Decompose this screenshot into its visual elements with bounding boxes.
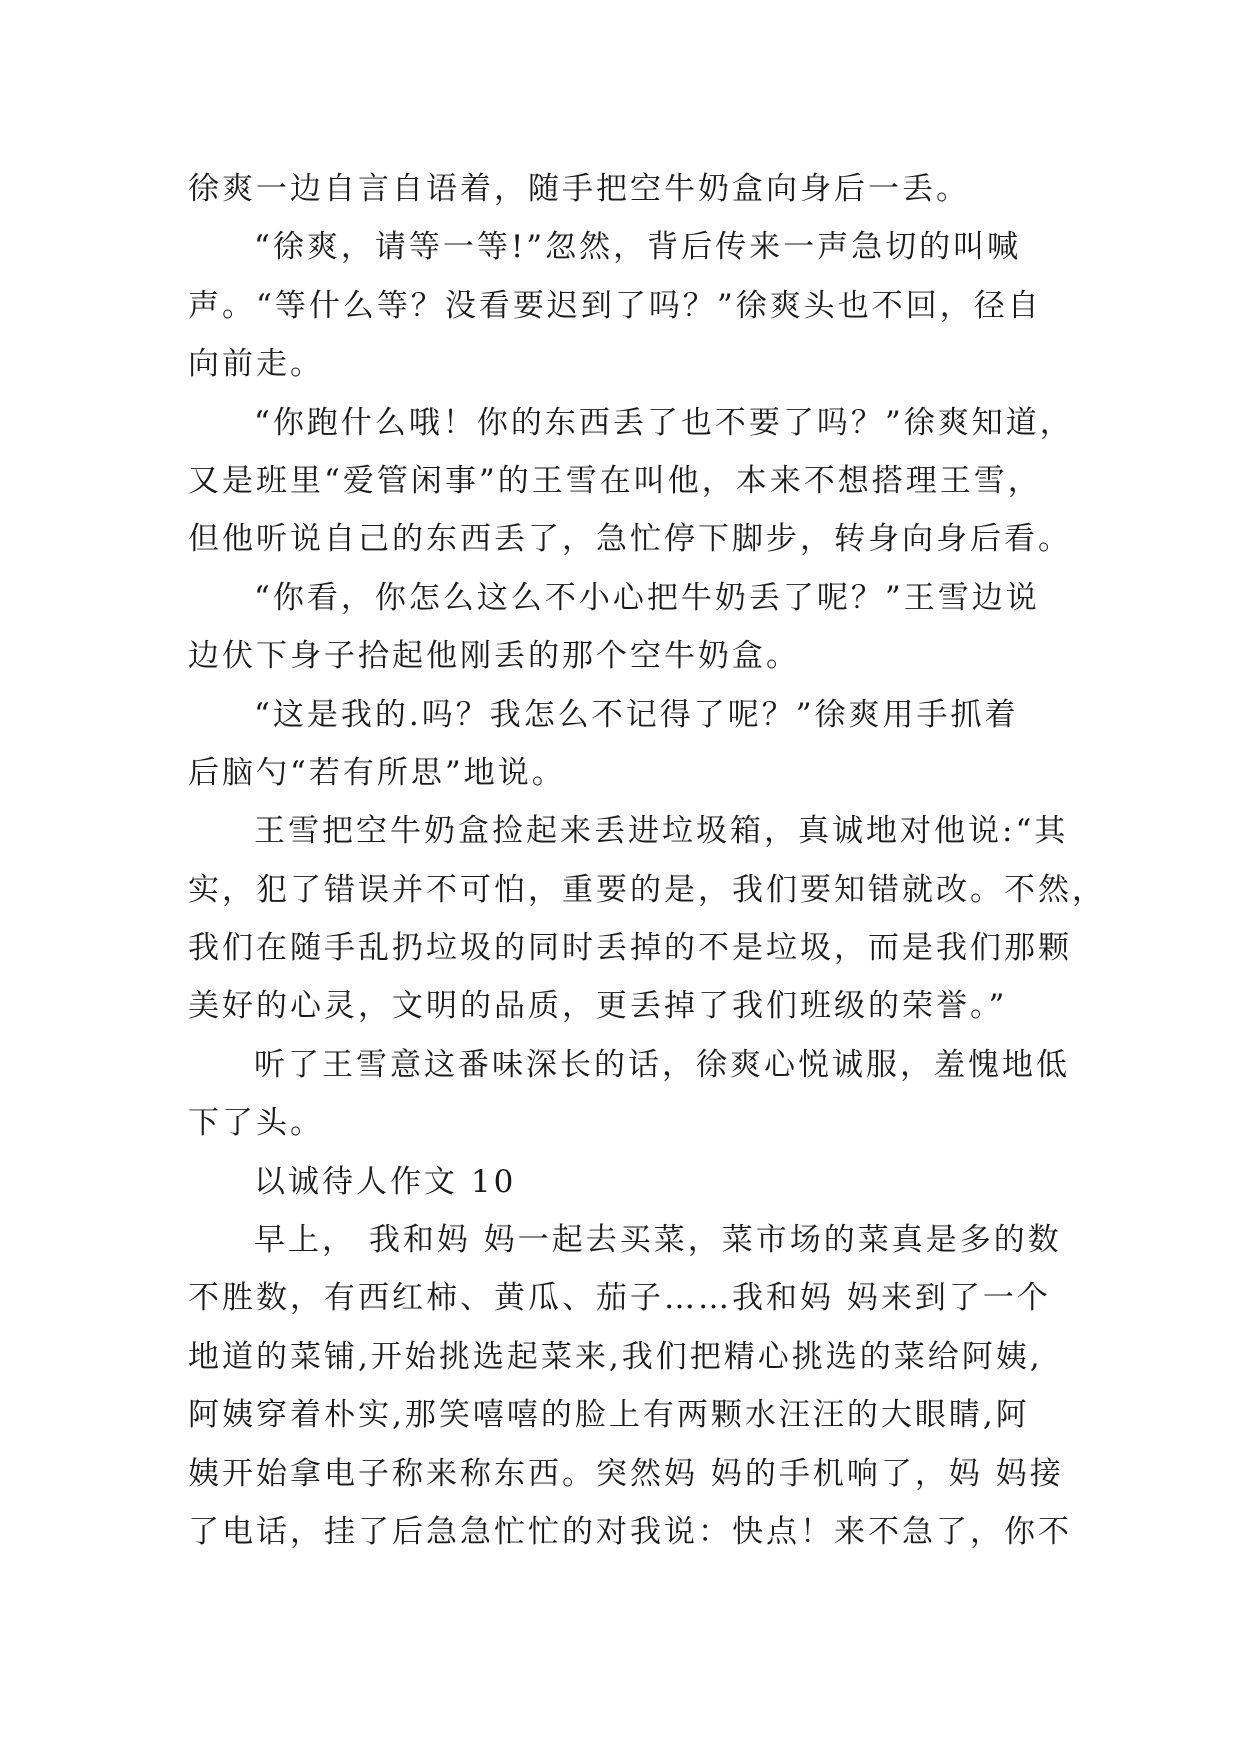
text-line: 王雪把空牛奶盒捡起来丢进垃圾箱，真诚地对他说:“其: [254, 813, 1069, 850]
text-line: 姨开始拿电子称来称东西。突然妈 妈的手机响了，妈 妈接: [188, 1455, 1064, 1492]
text-line: 地道的菜铺,开始挑选起菜来,我们把精心挑选的菜给阿姨,: [188, 1338, 1043, 1375]
text-line: 声。“等什么等？没看要迟到了吗？”徐爽头也不回，径自: [188, 287, 1042, 324]
text-line: “这是我的.吗？我怎么不记得了呢？”徐爽用手抓着: [254, 696, 1019, 733]
text-line: 听了王雪意这番味深长的话，徐爽心悦诚服，羞愧地低: [254, 1046, 1070, 1083]
text-line: 边伏下身子拾起他刚丢的那个空牛奶盒。: [188, 638, 800, 675]
text-line: 实，犯了错误并不可怕，重要的是，我们要知错就改。不然，: [188, 871, 1106, 908]
text-line: 徐爽一边自言自语着，随手把空牛奶盒向身后一丢。: [188, 171, 970, 207]
text-line: 但他听说自己的东西丢了，急忙停下脚步，转身向身后看。: [188, 521, 1072, 558]
text-line: 又是班里“爱管闲事”的王雪在叫他，本来不想搭理王雪，: [188, 462, 1042, 499]
text-line: 下了头。: [188, 1105, 324, 1142]
document-body: [188, 160, 1106, 1561]
text-line: 我们在随手乱扔垃圾的同时丢掉的不是垃圾，而是我们那颗: [188, 930, 1072, 967]
text-line: 美好的心灵，文明的品质，更丢掉了我们班级的荣誉。”: [188, 988, 1008, 1025]
text-line: 阿姨穿着朴实,那笑嘻嘻的脸上有两颗水汪汪的大眼睛,阿: [188, 1397, 1030, 1434]
text-line: 以诚待人作文 10: [254, 1163, 517, 1200]
text-line: 了电话，挂了后急急忙忙的对我说：快点！来不急了，你不: [188, 1513, 1072, 1550]
text-line: 不胜数，有西红柿、黄瓜、茄子……我和妈 妈来到了一个: [188, 1280, 1051, 1317]
text-line: 向前走。: [188, 346, 324, 383]
text-line: “你看，你怎么这么不小心把牛奶丢了呢？”王雪边说: [254, 579, 1040, 616]
text-line: 早上， 我和妈 妈一起去买菜，菜市场的菜真是多的数: [254, 1222, 1062, 1259]
text-line: “徐爽，请等一等!”忽然，背后传来一声急切的叫喊: [254, 229, 1022, 266]
text-line: 后脑勺“若有所思”地说。: [188, 754, 566, 791]
text-line: “你跑什么哦！你的东西丢了也不要了吗？”徐爽知道，: [254, 404, 1074, 441]
